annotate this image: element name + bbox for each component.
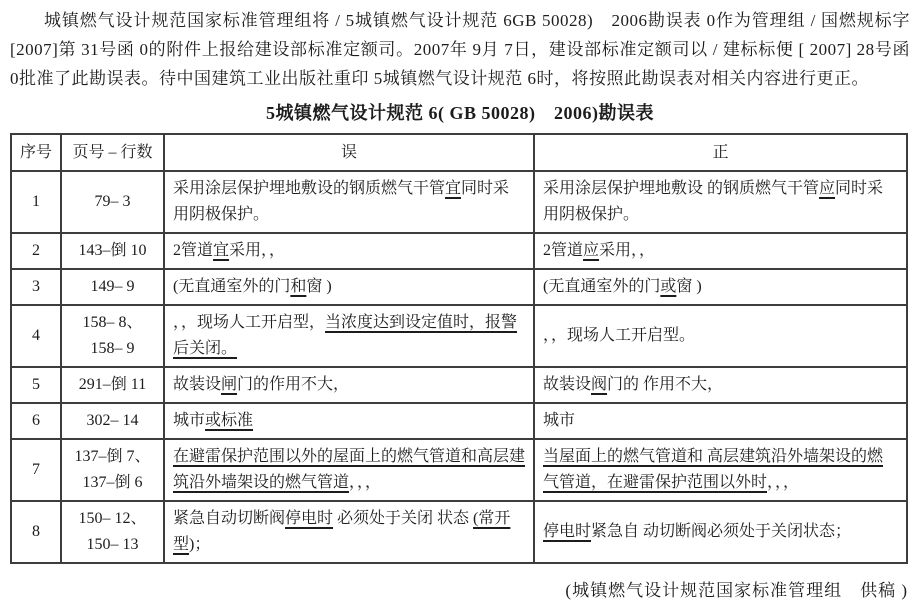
- row-number-cell: 4: [11, 305, 61, 367]
- header-cell-correct: 正: [534, 134, 907, 171]
- table-row: [11, 501, 907, 563]
- plain-text: 必须处于关闭 状态: [333, 510, 474, 527]
- header-cell-number: 序号: [11, 134, 61, 171]
- changed-text: 阀: [591, 376, 608, 393]
- page-line-entry: 158– 9: [90, 340, 135, 357]
- row-number-cell: 6: [11, 403, 61, 439]
- table-row: [11, 233, 907, 269]
- plain-text: (无直通室外的门: [543, 278, 661, 295]
- errata-table: [10, 133, 908, 564]
- plain-text: 采用，，: [229, 242, 286, 259]
- wrong-text-cell: [164, 501, 534, 563]
- changed-text: 或标准: [205, 412, 254, 429]
- plain-text: 城市: [543, 412, 576, 429]
- wrong-text-cell: [164, 439, 534, 501]
- plain-text: 2管道: [543, 242, 584, 259]
- table-row: [11, 305, 907, 367]
- header-cell-wrong: 误: [164, 134, 534, 171]
- plain-text: 门的 作用不大，: [607, 376, 724, 393]
- page-title: 5城镇燃气设计规范 6( GB 50028) 2006)勘误表: [266, 103, 654, 123]
- correct-text-cell: [534, 269, 907, 305]
- page-line-entry: 137–倒 6: [82, 474, 143, 491]
- row-number-cell: 5: [11, 367, 61, 403]
- plain-text: 采用，，: [599, 242, 656, 259]
- changed-text: 停电时: [285, 510, 334, 527]
- page-line-entry: 150– 12、: [78, 510, 147, 527]
- wrong-text-cell: [164, 269, 534, 305]
- wrong-text-cell: [164, 403, 534, 439]
- page-line-entry: 79– 3: [94, 193, 131, 210]
- page-line-entry: 149– 9: [90, 278, 135, 295]
- page-line-entry: 150– 13: [86, 536, 139, 553]
- changed-text: 闸: [221, 376, 238, 393]
- row-number-cell: 1: [11, 171, 61, 233]
- table-row: [11, 171, 907, 233]
- attribution-footer: (城镇燃气设计规范国家标准管理组 供稿 ): [565, 581, 908, 600]
- wrong-text-cell: [164, 171, 534, 233]
- header-row: [11, 134, 907, 171]
- plain-text: 同时采用阴极保护。: [173, 180, 510, 223]
- correct-text-cell: [534, 403, 907, 439]
- plain-text: ，，现场人工开启型。: [543, 327, 696, 344]
- page-line-cell: [61, 305, 164, 367]
- errata-table-body: [11, 171, 907, 563]
- correct-text-cell: [534, 501, 907, 563]
- changed-text: 停电时: [543, 523, 592, 540]
- correct-text-cell: [534, 171, 907, 233]
- plain-text: 门的作用不大，: [237, 376, 350, 393]
- table-row: [11, 269, 907, 305]
- table-row: [11, 403, 907, 439]
- plain-text: 紧急自动切断阀: [173, 510, 286, 527]
- plain-text: 2管道: [173, 242, 214, 259]
- changed-text: 应: [819, 180, 836, 197]
- changed-text: 和: [290, 278, 307, 295]
- page-line-cell: [61, 501, 164, 563]
- changed-text: 当浓度达到设定值时，报警后关闭。: [173, 314, 518, 357]
- row-number-cell: 8: [11, 501, 61, 563]
- wrong-text-cell: [164, 367, 534, 403]
- correct-text-cell: [534, 367, 907, 403]
- correct-text-cell: [534, 305, 907, 367]
- page-line-cell: [61, 233, 164, 269]
- plain-text: ，，，: [767, 474, 800, 491]
- page-line-cell: [61, 367, 164, 403]
- correct-text-cell: [534, 439, 907, 501]
- table-row: [11, 367, 907, 403]
- wrong-text-cell: [164, 305, 534, 367]
- changed-text: 或: [660, 278, 677, 295]
- intro-paragraph: 城镇燃气设计规范国家标准管理组将 / 5城镇燃气设计规范 6GB 50028) 2006勘误表 0作为管理组 / 国燃规标字 [2007]第 31号函 0的附件上报给建设部标准定额司。2007年 9月 7日，建设部标准定额司以 / 建标标便 [ 2007] 28号函 0批准了此勘误表。待中国建筑工业出版社重印 5城镇燃气设计规范 6时，将按照此勘误表对相关内容进行更正。: [10, 11, 910, 88]
- page-line-cell: [61, 403, 164, 439]
- changed-text: 宜: [213, 242, 230, 259]
- correct-text-cell: [534, 233, 907, 269]
- row-number-cell: 2: [11, 233, 61, 269]
- plain-text: ，，现场人工开启型，: [173, 314, 326, 331]
- plain-text: 紧急自 动切断阀必须处于关闭状态；: [591, 523, 852, 540]
- changed-text: (常开型: [173, 510, 511, 553]
- page-line-entry: 302– 14: [86, 412, 139, 429]
- page-line-entry: 158– 8、: [82, 314, 143, 331]
- header-cell-page-line: 页号 – 行数: [61, 134, 164, 171]
- plain-text: ，，，: [349, 474, 382, 491]
- row-number-cell: 3: [11, 269, 61, 305]
- plain-text: 窗 ): [306, 278, 332, 295]
- plain-text: 城市: [173, 412, 206, 429]
- plain-text: 故装设: [173, 376, 222, 393]
- plain-text: 采用涂层保护埋地敷设 的钢质燃气干管: [543, 180, 820, 197]
- changed-text: 在避雷保护范围以外的屋面上的燃气管道和高层建筑沿外墙架设的燃气管道: [173, 448, 526, 491]
- changed-text: 应: [583, 242, 600, 259]
- page-line-entry: 143–倒 10: [78, 242, 147, 259]
- page-line-entry: 291–倒 11: [78, 376, 147, 393]
- table-row: [11, 439, 907, 501]
- errata-table-header: [11, 134, 907, 171]
- row-number-cell: 7: [11, 439, 61, 501]
- plain-text: 同时采用阴极保护。: [543, 180, 884, 223]
- page-line-cell: [61, 171, 164, 233]
- plain-text: 故装设: [543, 376, 592, 393]
- wrong-text-cell: [164, 233, 534, 269]
- changed-text: 宜: [445, 180, 462, 197]
- page-line-cell: [61, 269, 164, 305]
- page-line-cell: [61, 439, 164, 501]
- plain-text: (无直通室外的门: [173, 278, 291, 295]
- page-line-entry: 137–倒 7、: [74, 448, 151, 465]
- changed-text: 当屋面上的燃气管道和 高层建筑沿外墙架设的燃气管道，在避雷保护范围以外时: [543, 448, 884, 491]
- plain-text: 窗 ): [676, 278, 702, 295]
- plain-text: )；: [189, 536, 211, 553]
- plain-text: 采用涂层保护埋地敷设的钢质燃气干管: [173, 180, 446, 197]
